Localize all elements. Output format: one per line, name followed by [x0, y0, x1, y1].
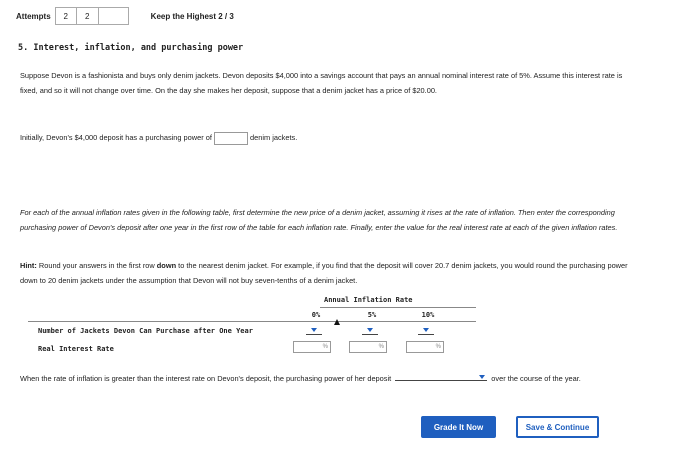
- hint: [20, 258, 635, 288]
- initial-prefix: Initially, Devon's $4,000 deposit has a purchasing power of: [20, 133, 212, 142]
- row-divider: [28, 321, 476, 322]
- jackets-dropdown-5[interactable]: [362, 325, 378, 335]
- conclusion-prefix: When the rate of inflation is greater than the interest rate on Devon's deposit, the purchasing power of her deposit: [20, 374, 392, 383]
- initial-purchasing-power: [20, 130, 635, 145]
- grade-it-now-button[interactable]: Grade It Now: [421, 416, 496, 438]
- attempt-box-3: [99, 7, 129, 25]
- instructions: For each of the annual inflation rates given in the following table, first determine the new price of a denim jacket, assuming it rises at the rate of inflation. Then enter the corresponding purchasing power of Devon's deposit after one year in the first row of the table for each inflation rate. Finally, enter the value for the real interest rate at each of the given inflation rates.: [20, 208, 618, 232]
- real-rate-input-10[interactable]: %: [406, 341, 444, 353]
- col-header-5: 5%: [367, 311, 377, 319]
- attempt-box-1: 2: [55, 7, 77, 25]
- row-label-real-rate: Real Interest Rate: [38, 345, 114, 353]
- attempts-bar: [16, 7, 234, 25]
- real-rate-input-0[interactable]: %: [293, 341, 331, 353]
- row-label-jackets: Number of Jackets Devon Can Purchase after One Year: [38, 327, 253, 335]
- col-header-10: 10%: [421, 311, 435, 319]
- question-title: 5. Interest, inflation, and purchasing power: [18, 43, 244, 53]
- jackets-dropdown-10[interactable]: [418, 325, 434, 335]
- chevron-down-icon: [479, 375, 485, 379]
- mouse-cursor: [334, 319, 340, 325]
- save-continue-button[interactable]: Save & Continue: [516, 416, 599, 438]
- chevron-down-icon: [367, 328, 373, 332]
- chevron-down-icon: [423, 328, 429, 332]
- purchasing-power-dropdown[interactable]: [395, 373, 487, 381]
- conclusion-suffix: over the course of the year.: [491, 374, 581, 383]
- table-group-header: Annual Inflation Rate: [324, 296, 413, 304]
- hint-part2: to the nearest denim jacket. For example, if you find that the deposit will cover 20.7 denim jackets, you would round the purchasing power down to 20 denim jackets under the assumption that Devon will not buy seven-tenths of a denim jacket.: [20, 261, 628, 285]
- hint-part1: Round your answers in the first row: [38, 261, 155, 270]
- col-header-0: 0%: [311, 311, 321, 319]
- conclusion: [20, 371, 615, 386]
- chevron-down-icon: [311, 328, 317, 332]
- hint-label: Hint:: [20, 261, 37, 270]
- keep-highest-label: Keep the Highest 2 / 3: [150, 11, 234, 21]
- hint-bold: down: [156, 261, 177, 270]
- question-intro: Suppose Devon is a fashionista and buys only denim jackets. Devon deposits $4,000 into a savings account that pays an annual nominal interest rate of 5%. Assume this interest rate is fixed, and so it will not change over time. On the day she makes her deposit, suppose that a denim jacket has a price of $20.00.: [20, 71, 623, 95]
- attempt-box-2: 2: [77, 7, 99, 25]
- header-divider: [320, 307, 476, 308]
- initial-jackets-input[interactable]: [214, 132, 248, 145]
- real-rate-input-5[interactable]: %: [349, 341, 387, 353]
- inflation-table: [28, 293, 458, 363]
- initial-suffix: denim jackets.: [250, 133, 298, 142]
- attempts-label: Attempts: [16, 11, 51, 21]
- jackets-dropdown-0[interactable]: [306, 325, 322, 335]
